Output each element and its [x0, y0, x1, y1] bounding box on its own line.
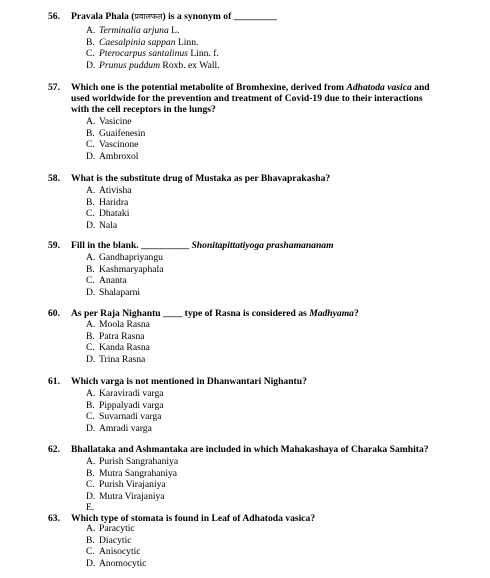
option-text: Kanda Rasna: [99, 342, 150, 354]
option[interactable]: [86, 319, 150, 331]
option-label: D.: [86, 150, 96, 162]
option[interactable]: [86, 287, 163, 299]
option-text: Paracytic: [99, 523, 135, 534]
option-suffix: Linn.: [175, 36, 199, 48]
question-number: 62.: [48, 444, 60, 455]
option-text: Caesalpinia sappan: [99, 36, 176, 48]
question-text-part: ?: [353, 308, 359, 319]
option-label: E.: [86, 502, 95, 514]
option-label: B.: [86, 263, 95, 275]
option[interactable]: [86, 197, 132, 209]
option[interactable]: [86, 468, 178, 480]
options-list: [86, 116, 145, 162]
options-list: [86, 456, 178, 514]
option-label: A.: [86, 252, 96, 263]
question-text: Bhallataka and Ashmantaka are included in which Mahakashaya of Charaka Samhita?: [71, 444, 429, 455]
option-text: Purish Sangrahaniya: [99, 456, 179, 467]
option-label: D.: [86, 557, 96, 569]
option-label: C.: [86, 208, 95, 220]
devanagari-term: प्रवालफल: [134, 12, 163, 21]
option[interactable]: [86, 139, 145, 151]
option-label: C.: [86, 139, 95, 151]
option-text: Kashmaryaphala: [99, 263, 164, 275]
options-list: [86, 185, 132, 231]
question-text-part: Pravala Phala (: [71, 11, 135, 22]
option-label: C.: [86, 546, 95, 558]
question-number: 58.: [48, 173, 60, 184]
options-list: [86, 319, 150, 365]
option[interactable]: [86, 252, 163, 264]
option-text: Prunus puddum: [99, 59, 161, 71]
option-suffix: Linn. f.: [187, 48, 219, 60]
option[interactable]: [86, 523, 146, 535]
option[interactable]: [86, 25, 220, 37]
option-text: Pterocarpus santalinus: [99, 48, 188, 60]
question-number: 61.: [48, 376, 60, 387]
option-label: B.: [86, 399, 95, 411]
option[interactable]: [86, 185, 132, 197]
option[interactable]: [86, 354, 150, 366]
question-text: [71, 308, 457, 319]
question-text-line: with the cell receptors in the lungs?: [71, 104, 216, 115]
option-label: C.: [86, 411, 95, 423]
option-label: B.: [86, 330, 95, 342]
option-text: Ambroxol: [99, 150, 139, 162]
question-text: [71, 82, 471, 115]
option-text: Amradi varga: [99, 422, 152, 434]
option[interactable]: [86, 423, 164, 435]
option-suffix: L.: [168, 25, 180, 36]
option-text: Purish Virajaniya: [99, 479, 166, 491]
question-number: 60.: [48, 308, 60, 319]
question-text-part: As per Raja Nighantu: [71, 308, 164, 319]
question-number: 57.: [48, 82, 60, 93]
option[interactable]: [86, 342, 150, 354]
question-text: Which varga is not mentioned in Dhanwantari Nighantu?: [71, 376, 307, 387]
option[interactable]: [86, 275, 163, 287]
option[interactable]: [86, 220, 132, 232]
option[interactable]: [86, 558, 146, 570]
option[interactable]: [86, 60, 220, 72]
option-label: C.: [86, 479, 95, 491]
option-text: Nala: [99, 219, 118, 231]
question-text-part: Fill in the blank.: [71, 240, 142, 251]
option-label: D.: [86, 59, 96, 71]
question-text-part: ) is a synonym of: [162, 11, 234, 22]
option-text: Ananta: [99, 275, 127, 287]
option[interactable]: [86, 151, 145, 163]
options-list: [86, 388, 164, 434]
option-text: Dhataki: [99, 208, 130, 220]
option-text: Anomocytic: [99, 557, 147, 569]
option[interactable]: [86, 48, 220, 60]
option[interactable]: [86, 456, 178, 468]
option-label: A.: [86, 116, 96, 127]
option-label: B.: [86, 36, 95, 48]
option-label: A.: [86, 456, 96, 467]
option[interactable]: [86, 535, 146, 547]
option-label: C.: [86, 48, 95, 60]
question-number: 63.: [48, 513, 60, 524]
option-text: Guaifenesin: [99, 127, 146, 139]
options-list: [86, 252, 163, 298]
question-text: [71, 240, 457, 251]
question-text-italic: Shonitapittatiyoga prashamananam: [189, 240, 334, 251]
options-list: [86, 523, 146, 569]
question-text-line: used worldwide for the prevention and treatment of Covid-19 due to their interactions: [71, 93, 423, 104]
option-label: D.: [86, 490, 96, 502]
option-label: D.: [86, 353, 96, 365]
options-list: [86, 25, 220, 71]
option-label: C.: [86, 342, 95, 354]
question-text-italic: Madhyama: [309, 308, 354, 319]
option[interactable]: [86, 116, 145, 128]
option-label: D.: [86, 219, 96, 231]
option[interactable]: [86, 388, 164, 400]
option-text: Patra Rasna: [99, 330, 145, 342]
option[interactable]: [86, 37, 220, 49]
question-text: Which type of stomata is found in Leaf of Adhatoda vasica?: [71, 513, 316, 524]
option[interactable]: [86, 128, 145, 140]
option[interactable]: [86, 546, 146, 558]
option-text: Shalaparni: [99, 286, 141, 298]
question-text-italic: Adhatoda vasica: [346, 82, 412, 93]
option-label: D.: [86, 422, 96, 434]
option-label: C.: [86, 275, 95, 287]
option-text: Karaviradi varga: [99, 388, 164, 399]
option[interactable]: [86, 479, 178, 491]
option-text: Ativisha: [99, 185, 132, 196]
option-text: Haridra: [99, 196, 129, 208]
option[interactable]: [86, 400, 164, 412]
option[interactable]: [86, 331, 150, 343]
option[interactable]: [86, 264, 163, 276]
option-text: Diacytic: [99, 534, 132, 546]
option-text: Trina Rasna: [99, 353, 146, 365]
question-number: 59.: [48, 240, 60, 251]
option-label: B.: [86, 534, 95, 546]
option-label: B.: [86, 196, 95, 208]
option-text: Suvarnadi varga: [99, 411, 162, 423]
option-label: A.: [86, 185, 96, 196]
option-label: A.: [86, 523, 96, 534]
option-text: Pippalyadi varga: [99, 399, 164, 411]
question-text: [71, 11, 457, 22]
option-text: Mutra Virajaniya: [99, 490, 165, 502]
question-text-part: and: [411, 82, 430, 93]
question-text: What is the substitute drug of Mustaka as per Bhavaprakasha?: [71, 173, 331, 184]
question-text-part: type of Rasna is considered as: [182, 308, 310, 319]
option-text: Moola Rasna: [99, 319, 150, 330]
question-number: 56.: [48, 11, 60, 22]
option-text: Anisocytic: [99, 546, 141, 558]
answer-blank: _________: [233, 11, 277, 22]
answer-blank: ____: [163, 308, 183, 319]
option[interactable]: [86, 411, 164, 423]
option-text: Vasicine: [99, 116, 132, 127]
answer-blank: __________: [141, 240, 190, 251]
question-text-part: Which one is the potential metabolite of Bromhexine, derived from: [71, 82, 347, 93]
option-label: B.: [86, 127, 95, 139]
option-label: A.: [86, 319, 96, 330]
option-text: Mutra Sangrahaniya: [99, 467, 178, 479]
option-label: B.: [86, 467, 95, 479]
option[interactable]: [86, 491, 178, 503]
option-label: D.: [86, 286, 96, 298]
option-text: Gandhapriyangu: [99, 252, 163, 263]
option-label: A.: [86, 388, 96, 399]
option-suffix: Roxb. ex Wall.: [160, 59, 220, 71]
option-text: Terminalia arjuna: [99, 25, 169, 36]
option-label: A.: [86, 25, 96, 36]
option[interactable]: [86, 208, 132, 220]
option-text: Vascinone: [99, 139, 139, 151]
